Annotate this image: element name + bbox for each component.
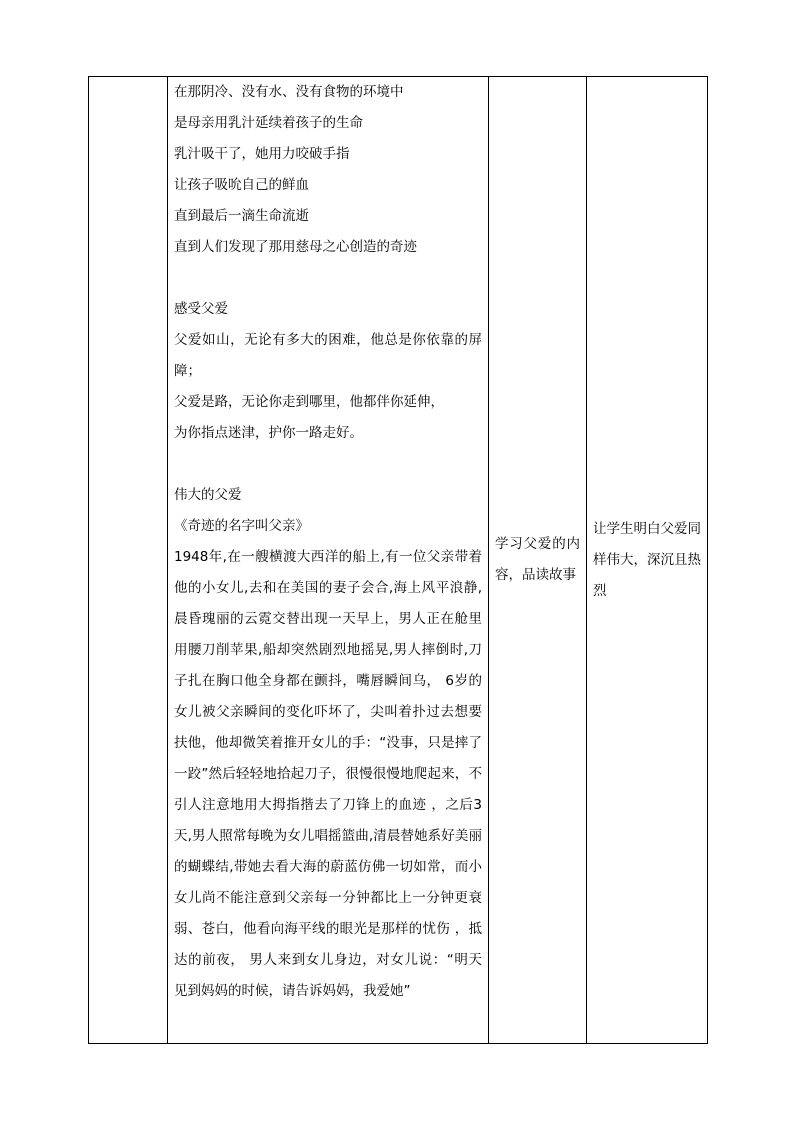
story-paragraph: 1948年,在一艘横渡大西洋的船上,有一位父亲带着他的小女儿,去和在美国的妻子会合,海上风平浪静,晨昏瑰丽的云霓交替出现一天早上，男人正在舱里用腰刀削苹果,船却突然剧烈地摇晃,男人摔倒时,刀子扎在胸口他全身都在颤抖，嘴唇瞬间乌， 6岁的女儿被父亲瞬间的变化吓坏了，尖叫着扑过去想要扶他，他却微笑着推开女儿的手：“没事，只是摔了一跤”然后轻轻地拾起刀子，很慢很慢地爬起来，不引人注意地用大拇指揩去了刀锋上的血迹 ，之后3天,男人照常每晚为女儿唱摇篮曲,清晨替她系好美丽的蝴蝶结,带她去看大海的蔚蓝仿佛一切如常，而小女儿尚不能注意到父亲每一分钟都比上一分钟更衰弱、苍白，他看向海平线的眼光是那样的忧伤 ，抵达的前夜， 男人来到女儿身边，对女儿说：“明天见到妈妈的时候，请告诉妈妈，我爱她” <box>174 549 482 999</box>
spacer <box>174 263 482 294</box>
text-line: 父爱如山，无论有多大的困难，他总是你依靠的屏障； <box>174 332 482 379</box>
text-line: 乳汁吸干了，她用力咬破手指 <box>174 146 350 162</box>
section-heading: 伟大的父爱 <box>174 487 242 503</box>
stage-cell <box>89 77 168 1044</box>
text-line: 让孩子吸吮自己的鲜血 <box>174 177 309 193</box>
content-cell <box>168 77 489 1044</box>
text-line: 直到最后一滴生命流逝 <box>174 208 309 224</box>
text-line: 在那阴冷、没有水、没有食物的环境中 <box>174 84 404 100</box>
text-line: 直到人们发现了那用慈母之心创造的奇迹 <box>174 239 417 255</box>
spacer <box>174 449 482 480</box>
section-heading: 感受父爱 <box>174 301 228 317</box>
activity-cell <box>489 77 587 1044</box>
lesson-plan-table <box>88 76 708 1044</box>
content-text <box>168 77 488 1007</box>
table-row <box>89 77 708 1044</box>
purpose-text: 让学生明白父爱同样伟大，深沉且热烈 <box>593 520 701 599</box>
text-line: 为你指点迷津，护你一路走好。 <box>174 425 363 441</box>
purpose-cell <box>587 77 708 1044</box>
text-line: 父爱是路，无论你走到哪里，他都伴你延伸， <box>174 394 444 410</box>
activity-text: 学习父爱的内容，品读故事 <box>495 536 580 583</box>
story-title: 《奇迹的名字叫父亲》 <box>174 518 309 534</box>
text-line: 是母亲用乳汁延续着孩子的生命 <box>174 115 363 131</box>
